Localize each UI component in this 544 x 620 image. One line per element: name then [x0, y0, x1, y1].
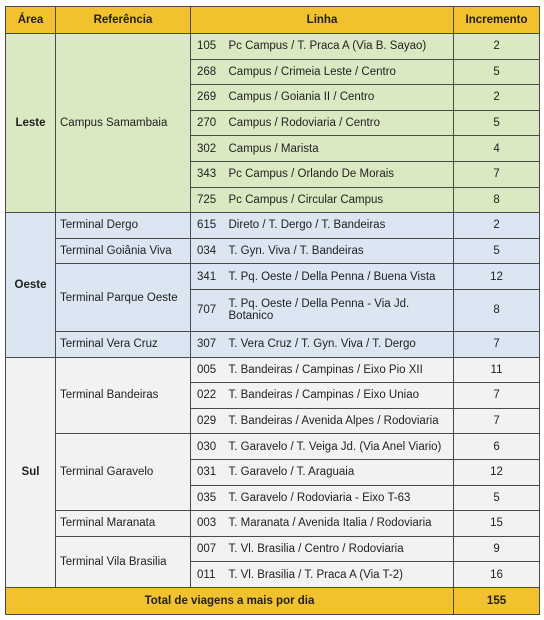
increment-cell: 5 — [454, 59, 540, 85]
increment-cell: 7 — [454, 408, 540, 434]
line-code-cell: 030 — [191, 434, 227, 460]
line-code-cell: 270 — [191, 110, 227, 136]
line-name-cell: T. Pq. Oeste / Della Penna / Buena Vista — [227, 264, 454, 290]
area-cell: Oeste — [6, 213, 56, 357]
increment-cell: 4 — [454, 136, 540, 162]
table-row — [6, 357, 540, 383]
line-code-cell: 105 — [191, 34, 227, 60]
increment-cell: 7 — [454, 331, 540, 357]
line-name-cell: T. Bandeiras / Avenida Alpes / Rodoviaria — [227, 408, 454, 434]
line-name-cell: Pc Campus / Orlando De Morais — [227, 161, 454, 187]
header-linha: Linha — [191, 7, 454, 34]
increment-cell: 5 — [454, 485, 540, 511]
table-body — [6, 34, 540, 588]
line-code-cell: 007 — [191, 536, 227, 562]
increment-cell: 6 — [454, 434, 540, 460]
line-code-cell: 005 — [191, 357, 227, 383]
table-row — [6, 434, 540, 460]
referencia-cell: Terminal Goiânia Viva — [56, 238, 191, 264]
line-name-cell: T. Gyn. Viva / T. Bandeiras — [227, 238, 454, 264]
line-name-cell: Pc Campus / Circular Campus — [227, 187, 454, 213]
line-code-cell: 725 — [191, 187, 227, 213]
increment-cell: 7 — [454, 161, 540, 187]
table-row — [6, 213, 540, 239]
line-name-cell: T. Vl. Brasilia / T. Praca A (Via T-2) — [227, 562, 454, 588]
referencia-cell: Terminal Dergo — [56, 213, 191, 239]
increment-cell: 15 — [454, 511, 540, 537]
increment-cell: 11 — [454, 357, 540, 383]
increment-table — [5, 6, 540, 615]
line-name-cell: T. Pq. Oeste / Della Penna - Via Jd. Botanico — [227, 289, 454, 331]
table-row — [6, 34, 540, 60]
line-code-cell: 034 — [191, 238, 227, 264]
line-code-cell: 029 — [191, 408, 227, 434]
increment-cell: 8 — [454, 289, 540, 331]
line-code-cell: 269 — [191, 85, 227, 111]
referencia-cell: Terminal Bandeiras — [56, 357, 191, 434]
referencia-cell: Terminal Vera Cruz — [56, 331, 191, 357]
line-name-cell: T. Bandeiras / Campinas / Eixo Pio XII — [227, 357, 454, 383]
table-row — [6, 238, 540, 264]
table-row — [6, 331, 540, 357]
line-code-cell: 022 — [191, 383, 227, 409]
area-cell: Sul — [6, 357, 56, 587]
line-name-cell: T. Bandeiras / Campinas / Eixo Uniao — [227, 383, 454, 409]
increment-cell: 12 — [454, 264, 540, 290]
line-code-cell: 003 — [191, 511, 227, 537]
line-name-cell: Campus / Marista — [227, 136, 454, 162]
footer-total: 155 — [454, 587, 540, 614]
line-name-cell: T. Maranata / Avenida Italia / Rodoviaria — [227, 511, 454, 537]
referencia-cell: Terminal Garavelo — [56, 434, 191, 511]
footer-label: Total de viagens a mais por dia — [6, 587, 454, 614]
increment-cell: 5 — [454, 238, 540, 264]
header-referencia: Referência — [56, 7, 191, 34]
line-code-cell: 615 — [191, 213, 227, 239]
referencia-cell: Campus Samambaia — [56, 34, 191, 213]
line-code-cell: 302 — [191, 136, 227, 162]
increment-cell: 5 — [454, 110, 540, 136]
line-code-cell: 343 — [191, 161, 227, 187]
line-name-cell: T. Vera Cruz / T. Gyn. Viva / T. Dergo — [227, 331, 454, 357]
increment-cell: 16 — [454, 562, 540, 588]
increment-cell: 12 — [454, 459, 540, 485]
header-area: Área — [6, 7, 56, 34]
referencia-cell: Terminal Vila Brasilia — [56, 536, 191, 587]
line-code-cell: 307 — [191, 331, 227, 357]
line-code-cell: 031 — [191, 459, 227, 485]
line-name-cell: Pc Campus / T. Praca A (Via B. Sayao) — [227, 34, 454, 60]
line-name-cell: Campus / Goiania II / Centro — [227, 85, 454, 111]
footer-row — [6, 587, 540, 614]
line-name-cell: Direto / T. Dergo / T. Bandeiras — [227, 213, 454, 239]
referencia-cell: Terminal Parque Oeste — [56, 264, 191, 332]
line-name-cell: Campus / Crimeia Leste / Centro — [227, 59, 454, 85]
header-incremento: Incremento — [454, 7, 540, 34]
increment-cell: 2 — [454, 85, 540, 111]
header-row — [6, 7, 540, 34]
table-row — [6, 536, 540, 562]
line-code-cell: 035 — [191, 485, 227, 511]
line-name-cell: T. Garavelo / T. Veiga Jd. (Via Anel Viario) — [227, 434, 454, 460]
line-code-cell: 268 — [191, 59, 227, 85]
table-row — [6, 511, 540, 537]
line-name-cell: T. Garavelo / Rodoviaria - Eixo T-63 — [227, 485, 454, 511]
line-name-cell: T. Vl. Brasilia / Centro / Rodoviaria — [227, 536, 454, 562]
increment-cell: 2 — [454, 213, 540, 239]
increment-cell: 9 — [454, 536, 540, 562]
line-name-cell: T. Garavelo / T. Araguaia — [227, 459, 454, 485]
table-row — [6, 264, 540, 290]
increment-cell: 2 — [454, 34, 540, 60]
area-cell: Leste — [6, 34, 56, 213]
increment-cell: 7 — [454, 383, 540, 409]
increment-cell: 8 — [454, 187, 540, 213]
line-code-cell: 011 — [191, 562, 227, 588]
line-code-cell: 341 — [191, 264, 227, 290]
referencia-cell: Terminal Maranata — [56, 511, 191, 537]
line-code-cell: 707 — [191, 289, 227, 331]
line-name-cell: Campus / Rodoviaria / Centro — [227, 110, 454, 136]
